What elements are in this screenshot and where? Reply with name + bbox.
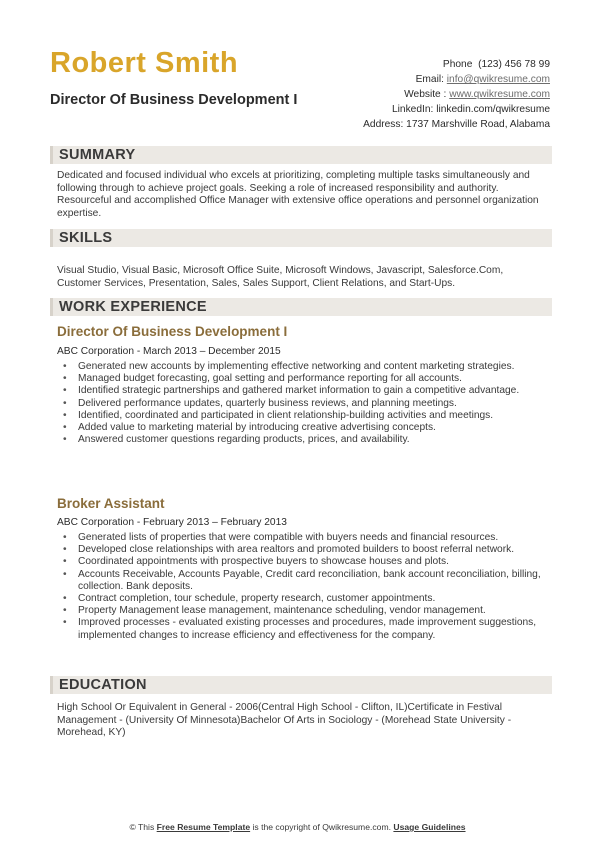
list-item: • Identified strategic partnerships and gathered market information to gain a competitive advantage. [57, 385, 549, 397]
footer-middle: is the copyright of Qwikresume.com. [252, 822, 392, 832]
list-item: • Generated lists of properties that were compatible with buyers needs and financial resources. [57, 532, 549, 544]
job-title: Director Of Business Development I [57, 324, 288, 339]
job-title: Broker Assistant [57, 496, 165, 511]
footer [0, 822, 595, 833]
skills-heading: SKILLS [59, 230, 113, 246]
email-label: Email: [415, 74, 444, 85]
phone-label: Phone [442, 59, 473, 70]
skills-section-header [50, 229, 552, 247]
address-value: 1737 Marshville Road, Alabama [406, 119, 550, 130]
contact-block [250, 57, 550, 132]
candidate-role: Director Of Business Development I [50, 92, 298, 108]
summary-heading: SUMMARY [59, 147, 136, 163]
contact-address [250, 117, 550, 132]
list-item: • Managed budget forecasting, goal setting and performance reporting for all accounts. [57, 373, 549, 385]
job-meta: ABC Corporation - February 2013 – February 2013 [57, 517, 287, 528]
linkedin-value: linkedin.com/qwikresume [436, 104, 550, 115]
usage-guidelines-link[interactable]: Usage Guidelines [393, 822, 466, 832]
contact-phone [250, 57, 550, 72]
job-bullets [57, 361, 549, 446]
education-heading: EDUCATION [59, 677, 147, 693]
job-bullets [57, 532, 549, 642]
job-meta: ABC Corporation - March 2013 – December 2015 [57, 346, 281, 357]
website-link[interactable]: www.qwikresume.com [449, 89, 550, 100]
email-link[interactable]: info@qwikresume.com [446, 74, 550, 85]
list-item: • Developed close relationships with area realtors and promoted builders to boost referral network. [57, 544, 549, 556]
phone-value: (123) 456 78 99 [478, 59, 550, 70]
summary-text: Dedicated and focused individual who excels at prioritizing, completing multiple tasks simultaneously and following through to achieve project goals. Seeking a role of increased responsibility and authority. Resourceful and accomplished Office Manager with extensive office operations and personnel organization expertise. [57, 170, 539, 219]
list-item: • Added value to marketing material by introducing creative advertising concepts. [57, 422, 549, 434]
summary-section-header [50, 146, 552, 164]
list-item: • Improved processes - evaluated existing processes and procedures, made improvement suggestions, implemented changes to increase efficiency and effectiveness for the company. [57, 617, 549, 641]
list-item: • Identified, coordinated and participated in client relationship-building activities and meetings. [57, 410, 549, 422]
work-section-header [50, 298, 552, 316]
education-text: High School Or Equivalent in General - 2006(Central High School - Clifton, IL)Certificate in Festival Management - (University Of Minnesota)Bachelor Of Arts in Sociology - (Morehead State University - Morehead, KY) [57, 702, 512, 738]
candidate-name: Robert Smith [50, 47, 239, 79]
free-resume-template-link[interactable]: Free Resume Template [156, 822, 251, 832]
skills-text: Visual Studio, Visual Basic, Microsoft Office Suite, Microsoft Windows, Javascript, Salesforce.Com, Customer Services, Presentation, Sales, Sales Support, Client Relations, and Start-Ups. [57, 265, 504, 289]
footer-prefix: © This [129, 822, 155, 832]
list-item: • Generated new accounts by implementing effective networking and content marketing strategies. [57, 361, 549, 373]
list-item: • Accounts Receivable, Accounts Payable, Credit card reconciliation, bank account reconciliation, billing, collection. Bank deposits. [57, 569, 549, 593]
address-label: Address: [363, 119, 404, 130]
contact-website [250, 87, 550, 102]
linkedin-label: LinkedIn: [391, 104, 434, 115]
website-label: Website : [404, 89, 447, 100]
list-item: • Coordinated appointments with prospective buyers to showcase houses and plots. [57, 556, 549, 568]
list-item: • Answered customer questions regarding products, prices, and availability. [57, 434, 549, 446]
education-section-header [50, 676, 552, 694]
contact-linkedin [250, 102, 550, 117]
list-item: • Delivered performance updates, quarterly business reviews, and planning meetings. [57, 398, 549, 410]
work-heading: WORK EXPERIENCE [59, 299, 207, 315]
list-item: • Property Management lease management, maintenance scheduling, vendor management. [57, 605, 549, 617]
contact-email [250, 72, 550, 87]
list-item: • Contract completion, tour schedule, property research, customer appointments. [57, 593, 549, 605]
